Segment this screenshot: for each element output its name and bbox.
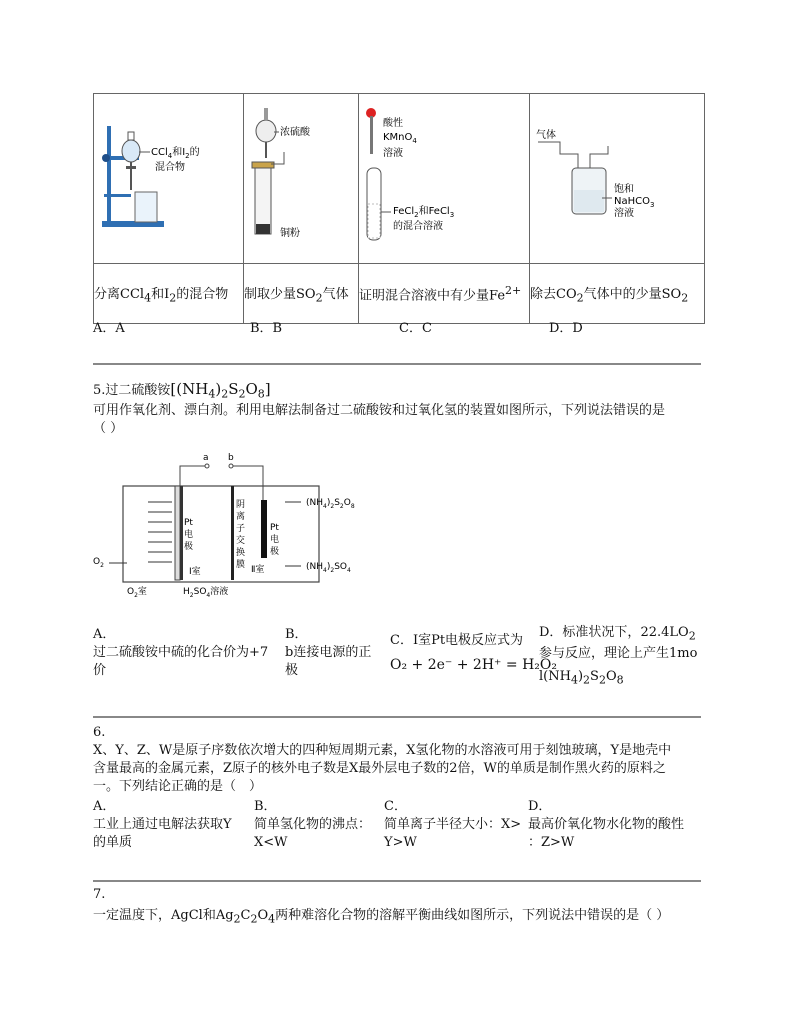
q6-option-d-text1[interactable]: 最高价氧化物水化物的酸性 — [528, 817, 685, 832]
q7-number: 7. — [93, 887, 106, 902]
membrane-label — [236, 499, 245, 570]
svg-text:交: 交 — [236, 536, 246, 546]
fe2-test-diagram — [359, 94, 530, 259]
q5-option-b-text1[interactable]: b连接电源的正 — [285, 645, 372, 660]
q6-option-d-label[interactable]: D． — [528, 799, 552, 814]
q5-option-c-label[interactable]: C．Ⅰ室Pt电极反应式为 — [390, 633, 524, 648]
q4-option-d[interactable]: D．D — [549, 321, 583, 336]
svg-text:换: 换 — [236, 548, 246, 558]
q7-stem: 一定温度下，AgCl和$Ag_2C_2O_4$两种难溶化合物的溶解平衡曲线如图所示，下列说法中错误的是（ ） — [93, 908, 670, 926]
conc-h2so4-label: 浓硫酸 — [280, 127, 310, 138]
funnel-label-line2: 混合物 — [155, 162, 185, 173]
apparatus-fe2-cell — [359, 94, 530, 264]
o2-inlet-label: $O_2$ — [93, 557, 104, 569]
caption-so2: 制取少量$SO_2$气体 — [244, 264, 359, 324]
q6-option-b-text1[interactable]: 简单氢化物的沸点： — [254, 817, 372, 832]
persulfate-out-label: $(NH_4)_2S_2O_8$ — [306, 498, 355, 510]
q5-option-b-text2[interactable]: 极 — [285, 663, 299, 678]
q4-option-b[interactable]: B．B — [250, 321, 283, 336]
pt-label-1: Pt — [184, 518, 193, 528]
electrode-label-1b: 极 — [184, 542, 194, 552]
q5-option-d-text3[interactable]: $l(NH_4)_2S_2O_8$ — [539, 669, 624, 687]
q6-option-a-text1[interactable]: 工业上通过电解法获取Y — [93, 817, 232, 832]
q6-option-b-label[interactable]: B． — [254, 799, 277, 814]
q5-option-a-label[interactable]: A． — [93, 627, 116, 642]
kmno4-label: KMnO$_4$ — [383, 132, 417, 145]
q5-stem-line2: 可用作氧化剂、漂白剂。利用电解法制备过二硫酸铵和过氧化氢的装置如图所示，下列说法错误的是 — [93, 403, 666, 418]
o2-room-label: $O_2$室 — [127, 587, 147, 599]
o2-flow-arrows — [148, 502, 172, 562]
fecl-mix-label-1: FeCl$_2$和FeCl$_3$ — [393, 206, 455, 219]
apparatus-co2-cell — [530, 94, 705, 264]
apparatus-separation-cell — [94, 94, 244, 264]
electrode-label-2a: 电 — [270, 535, 280, 545]
apparatus-table — [93, 93, 705, 324]
pt-label-2: Pt — [270, 523, 279, 533]
apparatus-so2-cell — [244, 94, 359, 264]
divider — [93, 363, 701, 365]
caption-co2: 除去$CO_2$气体中的少量$SO_2$ — [530, 264, 705, 324]
svg-text:子: 子 — [236, 524, 246, 534]
fecl-mix-label-2: 的混合溶液 — [393, 221, 443, 232]
q6-option-a-text2[interactable]: 的单质 — [93, 835, 133, 850]
svg-text:膜: 膜 — [236, 560, 246, 570]
svg-text:离: 离 — [236, 512, 246, 522]
q6-option-c-text1[interactable]: 简单离子半径大小：X> — [384, 817, 522, 832]
solution-label: 溶液 — [383, 148, 403, 159]
q6-option-a-label[interactable]: A． — [93, 799, 116, 814]
separatory-funnel-diagram — [94, 94, 244, 259]
so2-generator-diagram — [244, 94, 359, 259]
electrolysis-diagram — [93, 450, 393, 605]
q4-option-c[interactable]: C．C — [399, 321, 432, 336]
q5-option-d-label[interactable]: D．标准状况下，$22.4LO_2$ — [539, 625, 696, 643]
q6-option-b-text2[interactable]: X<W — [254, 835, 288, 850]
q5-option-a-text2[interactable]: 价 — [93, 663, 107, 678]
room-2-label: Ⅱ室 — [251, 565, 265, 575]
acidic-label: 酸性 — [383, 118, 403, 129]
saturated-label: 饱和 — [614, 184, 634, 195]
sulfate-in-label: $(NH_4)_2SO_4$ — [306, 562, 351, 574]
funnel-label-line1: CCl$_4$和$I_2$的 — [151, 147, 200, 160]
divider — [93, 716, 701, 718]
electrode-label-1a: 电 — [184, 530, 194, 540]
q6-stem-line3: 一。下列结论正确的是（ ） — [93, 779, 263, 794]
terminal-b: b — [228, 453, 234, 463]
q6-option-d-text2[interactable]: ：Z>W — [528, 835, 575, 850]
divider — [93, 880, 701, 882]
q5-option-a-text1[interactable]: 过二硫酸铵中硫的化合价为+7 — [93, 645, 269, 660]
nahco3-label: NaHCO$_3$ — [614, 196, 655, 209]
q6-option-c-label[interactable]: C． — [384, 799, 407, 814]
q5-stem-line3: （ ） — [93, 421, 124, 436]
svg-text:阴: 阴 — [236, 500, 246, 510]
q5-option-c-equation: O₂ + 2e⁻ + 2H⁺ = H₂O₂ — [390, 657, 557, 673]
electrode-label-2b: 极 — [270, 547, 280, 557]
terminal-a: a — [203, 453, 209, 463]
room-1-label: Ⅰ室 — [189, 567, 201, 577]
caption-fe2: 证明混合溶液中有少量$Fe^{2+}$ — [359, 264, 530, 324]
q5-option-b-label[interactable]: B． — [285, 627, 308, 642]
q6-option-c-text2[interactable]: Y>W — [384, 835, 417, 850]
q6-stem-line1: X、Y、Z、W是原子序数依次增大的四种短周期元素，X氢化物的水溶液可用于刻蚀玻璃，Y是地壳中 — [93, 743, 672, 758]
solution-label-4: 溶液 — [614, 208, 634, 219]
q6-number: 6. — [93, 725, 106, 740]
q6-stem-line2: 含量最高的金属元素，Z原子的核外电子数是X最外层电子数的2倍，W的单质是制作黑火药的原料之 — [93, 761, 666, 776]
q5-stem-line1: 5.过二硫酸铵$[(NH_4)_2S_2O_8]$ — [93, 380, 271, 401]
copper-powder-label: 铜粉 — [280, 228, 300, 239]
caption-separation: 分离CCl$_4$和$I_2$的混合物 — [94, 264, 244, 324]
q4-option-a[interactable]: A．A — [93, 321, 125, 336]
gas-label: 气体 — [536, 130, 556, 141]
q5-option-d-text2[interactable]: 参与反应，理论上产生1mo — [539, 646, 698, 661]
h2so4-label: $H_2SO_4$溶液 — [183, 587, 229, 599]
gas-washing-bottle-diagram — [530, 94, 705, 259]
